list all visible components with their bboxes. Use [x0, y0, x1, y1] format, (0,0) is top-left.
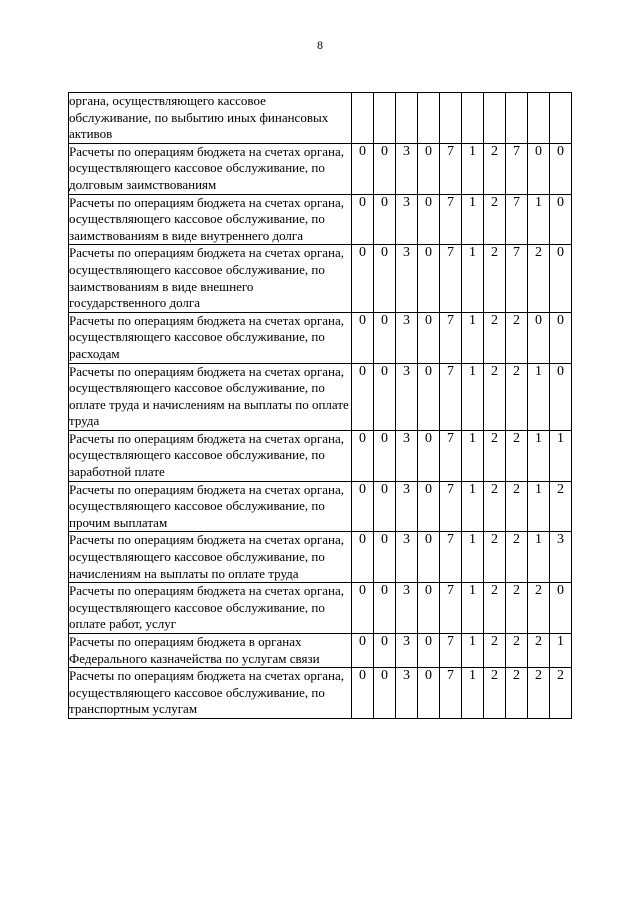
account-code-digit: 0 — [352, 583, 374, 634]
account-code-digit: 2 — [484, 194, 506, 245]
account-code-digit: 2 — [484, 363, 506, 430]
account-code-digit: 7 — [440, 634, 462, 668]
account-description: Расчеты по операциям бюджета на счетах органа, осуществляющего кассовое обслуживание, по оплате работ, услуг — [69, 583, 352, 634]
account-code-digit: 7 — [506, 245, 528, 312]
account-code-digit: 7 — [440, 194, 462, 245]
account-code-digit: 0 — [352, 481, 374, 532]
account-code-digit: 7 — [440, 430, 462, 481]
account-description: Расчеты по операциям бюджета на счетах органа, осуществляющего кассовое обслуживание, по транспортным услугам — [69, 668, 352, 719]
account-code-digit: 2 — [506, 363, 528, 430]
account-code-digit: 0 — [418, 532, 440, 583]
account-code-digit: 0 — [550, 143, 572, 194]
account-code-digit: 0 — [528, 312, 550, 363]
account-code-digit: 0 — [352, 363, 374, 430]
account-code-digit: 0 — [374, 634, 396, 668]
account-description: органа, осуществляющего кассовое обслуживание, по выбытию иных финансовых активов — [69, 93, 352, 144]
account-code-digit: 0 — [374, 481, 396, 532]
account-code-digit: 2 — [506, 532, 528, 583]
account-code-digit: 7 — [440, 583, 462, 634]
account-code-digit: 0 — [352, 430, 374, 481]
account-code-digit: 0 — [418, 634, 440, 668]
account-code-digit: 0 — [550, 312, 572, 363]
account-code-digit: 2 — [528, 668, 550, 719]
account-code-digit — [440, 93, 462, 144]
table-row — [69, 634, 572, 668]
account-code-digit: 0 — [418, 430, 440, 481]
account-code-digit: 2 — [550, 481, 572, 532]
account-code-digit: 7 — [440, 363, 462, 430]
account-code-digit: 0 — [374, 312, 396, 363]
account-code-digit: 0 — [418, 583, 440, 634]
account-code-digit: 2 — [484, 312, 506, 363]
account-code-digit: 3 — [550, 532, 572, 583]
account-code-digit: 0 — [374, 668, 396, 719]
account-description: Расчеты по операциям бюджета на счетах органа, осуществляющего кассовое обслуживание, по начислениям на выплаты по оплате труда — [69, 532, 352, 583]
account-code-digit: 0 — [352, 668, 374, 719]
account-code-digit: 3 — [396, 312, 418, 363]
account-code-digit: 0 — [550, 245, 572, 312]
account-code-digit — [396, 93, 418, 144]
account-code-digit: 7 — [440, 668, 462, 719]
account-code-digit: 2 — [484, 668, 506, 719]
account-code-digit: 2 — [506, 668, 528, 719]
account-code-digit: 0 — [418, 363, 440, 430]
account-code-digit: 0 — [550, 583, 572, 634]
account-code-digit: 1 — [528, 363, 550, 430]
account-code-digit: 1 — [462, 194, 484, 245]
account-code-digit: 2 — [484, 481, 506, 532]
account-code-digit: 0 — [418, 312, 440, 363]
account-code-digit: 2 — [484, 532, 506, 583]
account-code-digit — [374, 93, 396, 144]
account-code-digit — [462, 93, 484, 144]
account-code-digit: 0 — [352, 143, 374, 194]
account-code-digit: 0 — [550, 194, 572, 245]
account-description: Расчеты по операциям бюджета на счетах органа, осуществляющего кассовое обслуживание, по долговым заимствованиям — [69, 143, 352, 194]
account-code-digit: 1 — [462, 668, 484, 719]
account-description: Расчеты по операциям бюджета в органах Федерального казначейства по услугам связи — [69, 634, 352, 668]
account-code-digit: 0 — [374, 363, 396, 430]
account-code-digit: 1 — [462, 481, 484, 532]
account-code-digit: 7 — [440, 481, 462, 532]
account-code-digit: 7 — [440, 312, 462, 363]
account-code-digit: 2 — [484, 634, 506, 668]
account-code-digit: 7 — [506, 143, 528, 194]
account-code-digit: 1 — [462, 363, 484, 430]
account-code-digit: 1 — [462, 532, 484, 583]
table-row — [69, 668, 572, 719]
account-code-digit: 2 — [528, 245, 550, 312]
account-code-digit: 3 — [396, 245, 418, 312]
account-code-digit — [506, 93, 528, 144]
accounts-table-body — [69, 93, 572, 719]
account-code-digit: 3 — [396, 194, 418, 245]
account-code-digit: 0 — [528, 143, 550, 194]
table-row — [69, 532, 572, 583]
account-description: Расчеты по операциям бюджета на счетах органа, осуществляющего кассовое обслуживание, по оплате труда и начислениям на выплаты по оплате труда — [69, 363, 352, 430]
account-code-digit: 0 — [550, 363, 572, 430]
table-row — [69, 583, 572, 634]
account-code-digit: 2 — [484, 430, 506, 481]
account-code-digit: 0 — [352, 194, 374, 245]
account-code-digit: 2 — [506, 312, 528, 363]
table-row — [69, 93, 572, 144]
account-code-digit: 2 — [484, 143, 506, 194]
account-code-digit: 2 — [506, 634, 528, 668]
account-code-digit — [418, 93, 440, 144]
account-description: Расчеты по операциям бюджета на счетах органа, осуществляющего кассовое обслуживание, по заработной плате — [69, 430, 352, 481]
account-code-digit: 1 — [528, 194, 550, 245]
account-code-digit — [528, 93, 550, 144]
account-code-digit: 1 — [528, 481, 550, 532]
page-number: 8 — [317, 38, 323, 52]
account-code-digit: 1 — [462, 634, 484, 668]
account-code-digit — [550, 93, 572, 144]
account-code-digit: 1 — [462, 430, 484, 481]
account-description: Расчеты по операциям бюджета на счетах органа, осуществляющего кассовое обслуживание, по прочим выплатам — [69, 481, 352, 532]
account-code-digit: 7 — [440, 143, 462, 194]
table-row — [69, 143, 572, 194]
table-row — [69, 194, 572, 245]
account-code-digit: 1 — [528, 430, 550, 481]
account-code-digit: 1 — [550, 634, 572, 668]
account-code-digit: 1 — [550, 430, 572, 481]
account-code-digit: 3 — [396, 143, 418, 194]
account-code-digit: 0 — [374, 430, 396, 481]
accounts-table — [68, 92, 572, 719]
account-code-digit: 3 — [396, 668, 418, 719]
account-code-digit: 0 — [374, 143, 396, 194]
account-code-digit: 0 — [352, 245, 374, 312]
account-code-digit: 0 — [374, 583, 396, 634]
account-code-digit: 0 — [418, 481, 440, 532]
account-code-digit: 7 — [440, 245, 462, 312]
account-code-digit: 3 — [396, 532, 418, 583]
account-description: Расчеты по операциям бюджета на счетах органа, осуществляющего кассовое обслуживание, по заимствованиям в виде внешнего государственного долга — [69, 245, 352, 312]
account-code-digit: 3 — [396, 363, 418, 430]
account-code-digit: 2 — [506, 481, 528, 532]
account-code-digit: 3 — [396, 583, 418, 634]
account-code-digit: 7 — [506, 194, 528, 245]
account-code-digit: 0 — [374, 245, 396, 312]
account-code-digit: 3 — [396, 430, 418, 481]
account-code-digit — [352, 93, 374, 144]
account-code-digit: 0 — [374, 532, 396, 583]
account-description: Расчеты по операциям бюджета на счетах органа, осуществляющего кассовое обслуживание, по заимствованиям в виде внутреннего долга — [69, 194, 352, 245]
account-code-digit: 7 — [440, 532, 462, 583]
account-code-digit: 2 — [528, 583, 550, 634]
account-code-digit: 0 — [418, 194, 440, 245]
account-code-digit: 2 — [506, 583, 528, 634]
account-code-digit: 2 — [528, 634, 550, 668]
account-code-digit: 3 — [396, 634, 418, 668]
table-row — [69, 430, 572, 481]
table-row — [69, 363, 572, 430]
account-code-digit: 2 — [484, 583, 506, 634]
account-code-digit — [484, 93, 506, 144]
account-code-digit: 1 — [462, 583, 484, 634]
account-code-digit: 2 — [484, 245, 506, 312]
account-description: Расчеты по операциям бюджета на счетах органа, осуществляющего кассовое обслуживание, по расходам — [69, 312, 352, 363]
account-code-digit: 3 — [396, 481, 418, 532]
account-code-digit: 0 — [352, 634, 374, 668]
account-code-digit: 0 — [352, 312, 374, 363]
table-row — [69, 481, 572, 532]
table-row — [69, 312, 572, 363]
account-code-digit: 0 — [418, 668, 440, 719]
account-code-digit: 1 — [462, 143, 484, 194]
account-code-digit: 2 — [550, 668, 572, 719]
account-code-digit: 0 — [418, 245, 440, 312]
account-code-digit: 0 — [418, 143, 440, 194]
account-code-digit: 1 — [528, 532, 550, 583]
account-code-digit: 1 — [462, 245, 484, 312]
table-row — [69, 245, 572, 312]
account-code-digit: 2 — [506, 430, 528, 481]
account-code-digit: 0 — [374, 194, 396, 245]
account-code-digit: 0 — [352, 532, 374, 583]
account-code-digit: 1 — [462, 312, 484, 363]
